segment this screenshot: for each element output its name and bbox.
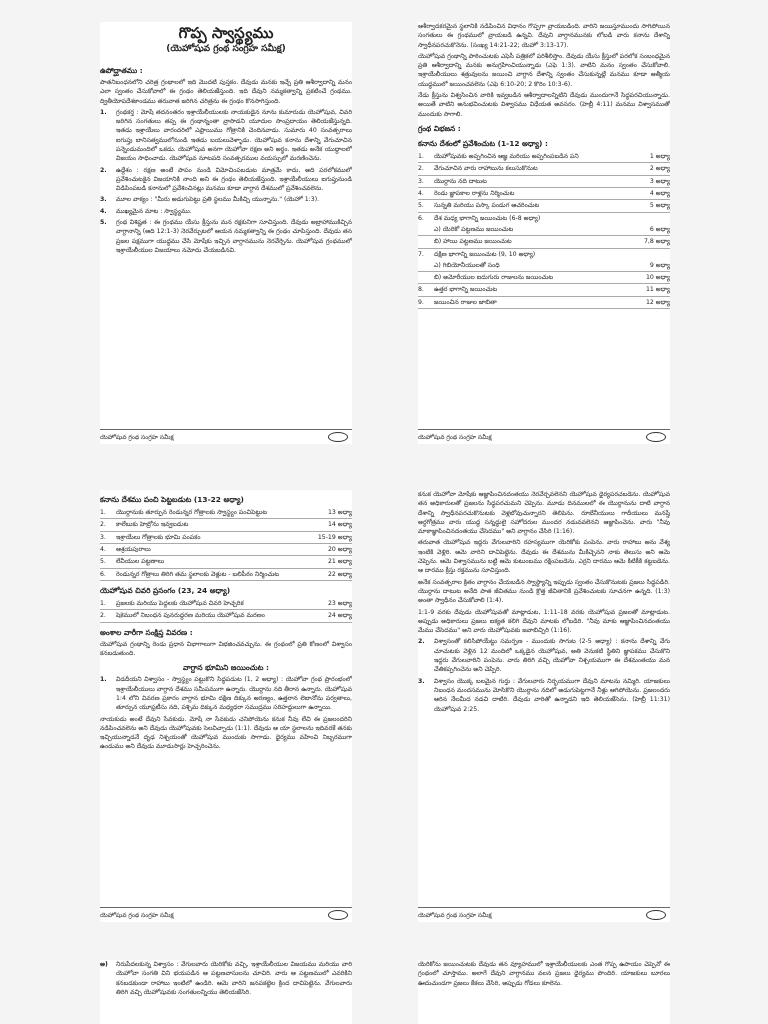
page-5-left: [100, 960, 352, 1024]
row-title: యెహోషువకు అప్పగించిన ఆజ్ఞ మరియు అప్పగింపబడిన పని: [434, 153, 579, 161]
page-footer: [100, 907, 352, 922]
list-item: 3. మూల వాక్యం : "మీరు అడుగుపెట్టు ప్రతి స్థలము మీకిచ్చి యున్నాను." (యెహో 1:3).: [100, 196, 320, 204]
row-chapters: 12 అధ్యా: [645, 298, 670, 306]
row-number: 1.: [100, 600, 106, 607]
list-item: 5. గ్రంథ విశిష్టత : ఈ గ్రంథము యేసు క్రీస్తును మన రక్షకునిగా సూచిస్తుంది. దేవుడు అబ్రాహాముకిచ్చిన వాగ్దానాన్ని (ఆది 12:1-3) నెరవేర్చుటలో ఆయన నమ్మకత్వాన్ని ఈ గ్రంథం చూపిస్తుంది. దేవుడు తన ప్రజల పక్షముగా యుద్ధము చేసి మోషేకు ఇచ్చిన వాగ్దానమును నెరవేర్చెను. యెహోషువ గ్రంథములో ఇశ్రాయేలీయుల విజయాలు నమోదు చేయబడినవి.: [100, 219, 352, 254]
page-3: [100, 490, 352, 922]
page-5-right: [418, 960, 670, 1024]
row-title: యొర్దాను నది దాటుట: [434, 177, 487, 185]
section-heading: కనాను దేశము పంచి పెట్టబడుట (13-22 అధ్యా): [100, 495, 244, 504]
page-4: [418, 490, 670, 922]
footer-text: యెహోషువ గ్రంథ సంగ్రహ సమీక్ష: [100, 911, 174, 919]
body-text: ఆశీర్వాదకరమైన స్థలానికి నడిపించిన విధానం గొప్పగా వ్రాయబడింది. వారిని జయిస్తూముందు సాగిపోయిన సంగతులు ఈ గ్రంథములో వ్రాయబడి ఉన్నవి. దేవుని వాగ్దానమునకు లోబడి వారు కనాను దేశాన్ని స్వాధీనపరచుకొనెను. (సంఖ్య 14:21-22; యెహో 3:13-17).: [418, 23, 670, 49]
table-row: [418, 213, 670, 224]
row-number: 8.: [418, 286, 424, 294]
table-row: [418, 200, 670, 212]
row-title: రెండు జ్ఞాపకాల రాళ్లను నిర్మించుట: [434, 190, 515, 198]
row-title: వేగుచూచిన వారు రాహాబును కలుసుకొనుట: [434, 165, 538, 173]
page-footer: [418, 907, 670, 922]
table-row: [100, 556, 352, 568]
page-subtitle: (యెహోషువ గ్రంథ సంగ్రహ సమీక్ష): [166, 44, 286, 54]
footer-text: యెహోషువ గ్రంథ సంగ్రహ సమీక్ష: [418, 433, 492, 441]
row-title: ప్రజలకు మరియు పెద్దలకు యెహోషువ చివరి హెచ్చరిక: [116, 600, 244, 607]
row-chapters: 3 అధ్యా: [649, 177, 670, 185]
row-title: ఇశ్రాయేలు గోత్రాలకు భూమి పంపకం: [116, 533, 201, 541]
intro-heading: ఉపోద్ఘాతము :: [100, 65, 143, 75]
row-chapters: 5 అధ్యా: [649, 202, 670, 210]
row-chapters: 24 అధ్యా: [327, 612, 352, 620]
footer-text: యెహోషువ గ్రంథ సంగ్రహ సమీక్ష: [418, 911, 492, 919]
table-row: [100, 598, 352, 610]
row-title: బి) అమోరీయుల ఐదుగురు రాజులను జయించుట: [434, 274, 554, 282]
body-text: యెహోషువ గ్రంథాన్ని పాఠించుటకు ఎఫెసీ పత్రికలో పరిశీలిస్తాం. దేవుడు యేసు క్రీస్తులో పరలోక సంబంధమైన ప్రతి ఆశీర్వాదాన్ని మనకు అనుగ్రహించియున్నాడు (ఎఫె 1:3). వాటిని మనం స్వంతం చేసుకోవాలి. ఇశ్రాయేలీయులు శత్రువులను జయించి వాగ్దాన దేశాన్ని స్వంతం చేసుకున్నట్లే మనము కూడా ఆత్మీయ యుద్ధములో జయించవలెను (ఎఫె 6:10-20; 2 కొరిం 10:3-6).: [418, 52, 670, 88]
page-footer: [100, 429, 352, 444]
page-title: గొప్ప స్వాస్థ్యము: [178, 24, 274, 42]
body-text: కనుక యెహోవా మోషేకు ఆజ్ఞాపించినదంతయు నెరవేర్చవలెనని యెహోషువ ధైర్యపరచబడెను. యెహోషువ తన అధికారులతో ప్రజలను సిద్ధపరచుమని చెప్పెను. మూడు దినములలో ఈ యొర్దానును దాటి వాగ్దాన దేశాన్ని స్వాధీనపరచుకొనుటకు వెళ్లబోవుచున్నారని తెలిపెను. రూబేనీయులు గాదీయులు మనష్షే అర్ధగోత్రము వారు యుద్ధ సన్నద్ధులై సహోదరుల ముందర నడువవలెనని ఆజ్ఞాపించెను. వారు "నీవు మాకాజ్ఞాపించినదంతయు చేసెదము" అని వాగ్దానం చేసిరి (1:16).: [418, 491, 670, 536]
row-title: ఎ) యెరికో పట్టణము జయించుట: [434, 225, 514, 233]
table-row: [418, 297, 670, 309]
row-title: ఉత్తర భాగాన్ని జయించుట: [434, 286, 498, 294]
table-row: [418, 151, 670, 163]
row-title: బి) హాయి పట్టణము జయించుట: [434, 238, 512, 246]
row-chapters: 4 అధ్యా: [649, 190, 670, 198]
row-chapters: 23 అధ్యా: [327, 600, 352, 607]
row-chapters: 14 అధ్యా: [327, 521, 352, 529]
row-number: 5.: [100, 558, 106, 566]
table-row: [100, 507, 352, 519]
table-row: [418, 236, 670, 248]
table-row: [418, 249, 670, 260]
row-number: 4.: [100, 546, 106, 553]
row-number: 2.: [100, 612, 106, 620]
table-row: [418, 284, 670, 296]
list-item: 1. విడదీయని విశ్వాసం - స్వాస్థ్యం పట్టుకొని సిద్ధపడుట (1, 2 అధ్యా) : యెహోవా గ్రంథ ప్రారంభంలో ఇశ్రాయేలీయులు వాగ్దాన దేశము సమీపముగా ఉన్నారు. యొర్దాను నది తీరాన ఉన్నారు. యెహోషువ 1:4 లోని వివరణ ప్రకారం వాగ్దాన భూమి దక్షిణ దిక్కున అరణ్యం, ఉత్తరాన లెబానోను పర్వతాలు, తూర్పున యూఫ్రటీసు నది, పశ్చిమ దిక్కున మధ్యధరా సముద్రము సరిహద్దులుగా ఉన్నాయి.: [100, 676, 352, 712]
table-row: [100, 519, 352, 531]
body-text: యెహోషువ గ్రంథాన్ని రెండు ప్రధాన విభాగాలుగా విభజించవచ్చును. ఈ గ్రంథంలో ప్రతి కోణంలో విశ్వాసం కనబడుతుంది.: [100, 640, 352, 657]
row-title: లేవీయుల పట్టణాలు: [116, 558, 165, 566]
table-row: [418, 163, 670, 175]
row-chapters: 9 అధ్యా: [649, 261, 670, 269]
summary-heading: అంశాల వారీగా సంక్షిప్త వివరణ :: [100, 627, 193, 637]
table-row: [418, 260, 670, 272]
row-number: 3.: [418, 177, 424, 185]
page-number-oval-icon: [646, 432, 666, 442]
page-number-oval-icon: [328, 432, 348, 442]
row-chapters: 21 అధ్యా: [327, 558, 352, 566]
body-text: నేడు క్రీస్తును విశ్వసించిన వారికి ఇవ్వబడిన ఆశీర్వాదాలన్నిటిని దేవుడు ముందుగానే సిద్ధపరచియున్నాడు. అయితే వాటిని అనుభవించుటకు విశ్వాసము విధేయత అవసరం. (హెబ్రీ 4:11) మనము విశ్వాసముతో ముందుకు సాగాలి.: [418, 92, 670, 118]
body-text: అనేక సంవత్సరాల క్రితం వాగ్దానం చేయబడిన స్వాస్థ్యాన్ని ఇప్పుడు స్వంతం చేసుకొనుటకు ప్రజలు సిద్ధపడిరి. యొర్దాను దాటుట అనేది పాత జీవితము నుండి క్రొత్త జీవితానికి ప్రవేశించుటకు సూచనగా ఉన్నది. (1:3) అంతా స్వాధీనం చేసుకోవాలి (1:4).: [418, 578, 670, 605]
row-chapters: 20 అధ్యా: [327, 546, 352, 553]
row-title: షెకెములో నిబంధన పునరుద్ధరణ మరియు యెహోషువ మరణం: [116, 612, 265, 620]
row-number: 2.: [418, 165, 424, 173]
table-row: [418, 188, 670, 200]
body-text: నాయకుడు అంటే దేవుని సేవకుడు. మోషే నా సేవకుడు చనిపోయెను కనుక నీవు లేచి ఈ ప్రజలందరిని నడిపించవలెను అని దేవుడు యెహోషువకు సెలవిచ్చాడు (1:1). దేవుడు ఆ యా స్థలాలను ఇదివరకే తనకు ఇచ్చియున్నాడనే దృఢ నిశ్చయంతో యెహోషువ ముందుకు సాగాడు. ధైర్యము వహించి నిబ్బరముగా ఉండుము అని దేవుడు మూడుసార్లు హెచ్చరించెను.: [100, 715, 352, 751]
row-chapters: 1 అధ్యా: [649, 153, 670, 161]
footer-text: యెహోషువ గ్రంథ సంగ్రహ సమీక్ష: [100, 433, 174, 441]
table-row: [100, 610, 352, 622]
row-chapters: 7,8 అధ్యా: [643, 238, 670, 246]
row-title: ఎ) గిబియోనీయులతో సంధి: [434, 261, 500, 269]
body-text: 1:1-9 వరకు దేవుడు యెహోషువతో మాట్లాడుట, 1:11-18 వరకు యెహోషువ ప్రజలతో మాట్లాడుట. అప్పుడు అధికారులు ప్రజలు ఐక్యత కలిగి దేవుని మాటకు లోబడిరి. "నీవు మాకు ఆజ్ఞాపించినదంతయు మేము చేసెదము" అని వారు యెహోషువకు జవాబిచ్చిరి (1:16).: [418, 608, 670, 635]
row-number: 3.: [100, 533, 106, 541]
page-number-oval-icon: [328, 910, 348, 920]
row-title: రెండున్నర గోత్రాలు తిరిగి తమ స్థలాలకు వెళ్లుట - బలిపీఠం నిర్మించుట: [116, 570, 279, 578]
list-item: 1. గ్రంథకర్త : మోషే తదనంతరం ఇశ్రాయేలీయులకు నాయకుడైన నూను కుమారుడు యెహోషువ, చివరి జరిగిన సంగతులు తప్ప ఈ గ్రంథాన్నంతా వ్రాసాడని యూదుల సాంప్రదాయం తెలియజేస్తున్నది. ఇతడు ఇశ్రాయేలు వారందరిలో ఎఫ్రాయిము గోత్రానికి చెందినవాడు. సుమారు 40 సంవత్సరాలు ఐగుప్తు బానిసత్వములోనుండి ఇతడు బయలువెళ్ళాడు. యెహోషువ కనాను దేశాన్ని వేగుచూచిన పన్నెండుమందిలో ఒకడు. యెహోషువ అనగా యెహోవా రక్షణ అని అర్థం. ఇతడు అనేక యుద్ధాలలో విజయం సాధించాడు. యెహోషువ నూటపది సంవత్సరముల వయస్సులో మరణించెను.: [100, 108, 352, 163]
page-1: [100, 22, 352, 444]
row-chapters: 2 అధ్యా: [649, 165, 670, 173]
page-2: [418, 22, 670, 444]
division-heading: గ్రంథ విభజన :: [418, 123, 461, 133]
row-chapters: 13 అధ్యా: [327, 509, 352, 517]
row-number: 2.: [100, 521, 106, 529]
row-title: జయించిన రాజుల జాబితా: [434, 298, 497, 306]
row-number: 6.: [100, 570, 106, 578]
row-number: 4.: [418, 190, 424, 198]
row-number: 1.: [418, 153, 424, 161]
body-text: తరువాత యెహోషువ ఇద్దరు వేగులవారిని రహస్యముగా యెరికోకు పంపెను. వారు రాహాబు అను వేశ్య ఇంటికి వెళ్లిరి. ఆమె వారిని దాచిపెట్టెను. దేవుడు ఈ దేశమును మీకిచ్చెనని నాకు తెలుసు అని ఆమె చెప్పెను. ఆమె విశ్వాసమును బట్టి ఆమె కుటుంబము రక్షింపబడెను. ఎర్రని దారము ఆమె కిటికీకి కట్టబడెను. ఆ దారము క్రీస్తు రక్తమును సూచిస్తుంది.: [418, 539, 670, 575]
row-title: కాలేబుకు హెబ్రోను ఇవ్వబడుట: [116, 521, 189, 529]
sub-heading: వాగ్దాన భూమిని జయించుట :: [183, 663, 269, 673]
row-chapters: 6 అధ్యా: [649, 225, 670, 233]
list-item: 4. ముఖ్యమైన మాట : స్వాస్థ్యము.: [100, 207, 192, 215]
table-row: [418, 176, 670, 188]
table-row: [100, 544, 352, 556]
row-title: దేశ మధ్య భాగాన్ని జయించుట (6-8 అధ్యా): [434, 214, 541, 222]
row-number: 5.: [418, 202, 424, 210]
row-chapters: 10 అధ్యా: [645, 274, 670, 282]
list-item: 2. ఉద్దేశం : రక్షణ అంటే పాపం నుండి విమోచింపబడుట మాత్రమే కాదు, అది పరలోకములో ప్రవేశించుటకైన విజయానికి నాంది అని ఈ గ్రంథం తెలియజేస్తుంది. ఇశ్రాయేలీయులు ఐగుప్తునుండి విడిపింపబడి కనానులో ప్రవేశించినట్లు మనము కూడా వాగ్దాన దేశములో ప్రవేశించవలెను.: [100, 166, 352, 193]
table-row: [100, 569, 352, 581]
section-heading: కనాను దేశంలో ప్రవేశించుట (1-12 అధ్యా) :: [418, 139, 548, 149]
row-number: 9.: [418, 298, 424, 306]
row-title: ఆశ్రయపురాలు: [116, 546, 151, 553]
row-title: యొర్దానుకు తూర్పున రెండున్నర గోత్రాలకు స్వాస్థ్యం పంచిపెట్టుట: [116, 509, 268, 517]
table-row: [418, 272, 670, 284]
section-heading: యెహోషువ చివరి ప్రసంగం (23, 24 అధ్యా): [100, 585, 231, 595]
table-row: [100, 532, 352, 544]
list-item: అ) నిరుపేదలకున్న విశ్వాసం : వేగులవారు యెరికోకు వచ్చి, ఇశ్రాయేలీయుల విజయము మరియు వారి యెహోవా సంగతి విని భయపడిన ఆ పట్టణవాసులను చూచిరి. వారు ఆ పట్టణములో ఎవరికిని కనబడకుండా రాహాబు ఇంటిలో ఉండిరి. ఆమె వారిని జనపకట్టెల క్రింద దాచిపెట్టెను. వేగులవారు తిరిగి వచ్చి యెహోషువకు సంగతులన్నియు తెలియజేసిరి.: [100, 961, 352, 996]
page-footer: [418, 429, 670, 444]
list-item: 2. విశ్వాసంతో కలిసిపోయేట్టు సమర్పణ - ముందుకు సాగుట (2-5 అధ్యా) : కనాను దేశాన్ని వేగు చూచుటకు వెళ్లిన 12 మందిలో ఒక్కడైన యెహోషువ, అతి వెనుకటి స్థితిని జ్ఞాపకము చేసుకొని ఇద్దరు వేగులవారిని పంపెను. వారు తిరిగి వచ్చి యెహోవా నిశ్చయముగా ఈ దేశమంతయు మన చేతికప్పగించెను అని చెప్పిరి.: [418, 638, 670, 674]
list-item: 3. విశ్వాసం యొక్క బలమైన గుర్తు : వేగులవారు నిర్భయముగా దేవుని మాటను నమ్మిరి. యాజకులు నిబంధన మందసమును మోసికొని యొర్దాను నదిలో అడుగుపెట్టగానే నీళ్లు ఆగిపోయెను. ప్రజలందరు ఆరిన నేలమీద నడచి దాటిరి. దేవుడు వారితో ఉన్నాడని ఇది తెలియజేసెను. (హెబ్రీ 11:31) యెహోషువ 2:25.: [418, 677, 670, 713]
body-text: యెరికోను జయించుటకు దేవుడు తన వ్యూహములో ఇశ్రాయేలీయులకు ఎంత గొప్ప ఉపాయం చెప్పెనో ఈ గ్రంథంలో చూస్తాము. అలాగే దేవుని వాగ్దానము వలన ప్రజలు ధైర్యము పొందిరి. యాజకులు బూరలు ఊదుచుండగా ప్రజలు కేకలు వేసిరి, అప్పుడు గోడలు కూలెను.: [418, 961, 670, 987]
intro-text: పాతనిబంధనలోని చరిత్ర గ్రంథాలలో ఇది మొదటి పుస్తకం. దేవుడు మనకు ఇచ్చే ప్రతి ఆశీర్వాదాన్ని మనం ఎలా స్వంతం చేసుకోవాలో ఈ గ్రంథం తెలియజేస్తుంది. ఇది దేవుని నమ్మకత్వాన్ని ప్రకటించే గ్రంథము. ద్వితీయోపదేశకాండము తరువాత జరిగిన చరిత్రను ఈ గ్రంథం కొనసాగిస్తుంది.: [100, 78, 352, 105]
row-number: 1.: [100, 509, 106, 517]
division-table: [418, 151, 670, 309]
row-chapters: 15-19 అధ్యా: [317, 533, 352, 541]
division-table: [100, 507, 352, 581]
row-title: సున్నతి మరియు పస్కా పండుగ ఆచరించుట: [434, 202, 540, 210]
row-chapters: 11 అధ్యా: [645, 286, 670, 294]
row-number: 7.: [418, 250, 424, 258]
table-row: [418, 224, 670, 236]
row-chapters: 22 అధ్యా: [327, 570, 352, 578]
row-title: దక్షిణ భాగాన్ని జయించుట (9, 10 అధ్యా): [434, 250, 536, 258]
page-number-oval-icon: [646, 910, 666, 920]
row-number: 6.: [418, 214, 424, 222]
division-table: [100, 598, 352, 623]
